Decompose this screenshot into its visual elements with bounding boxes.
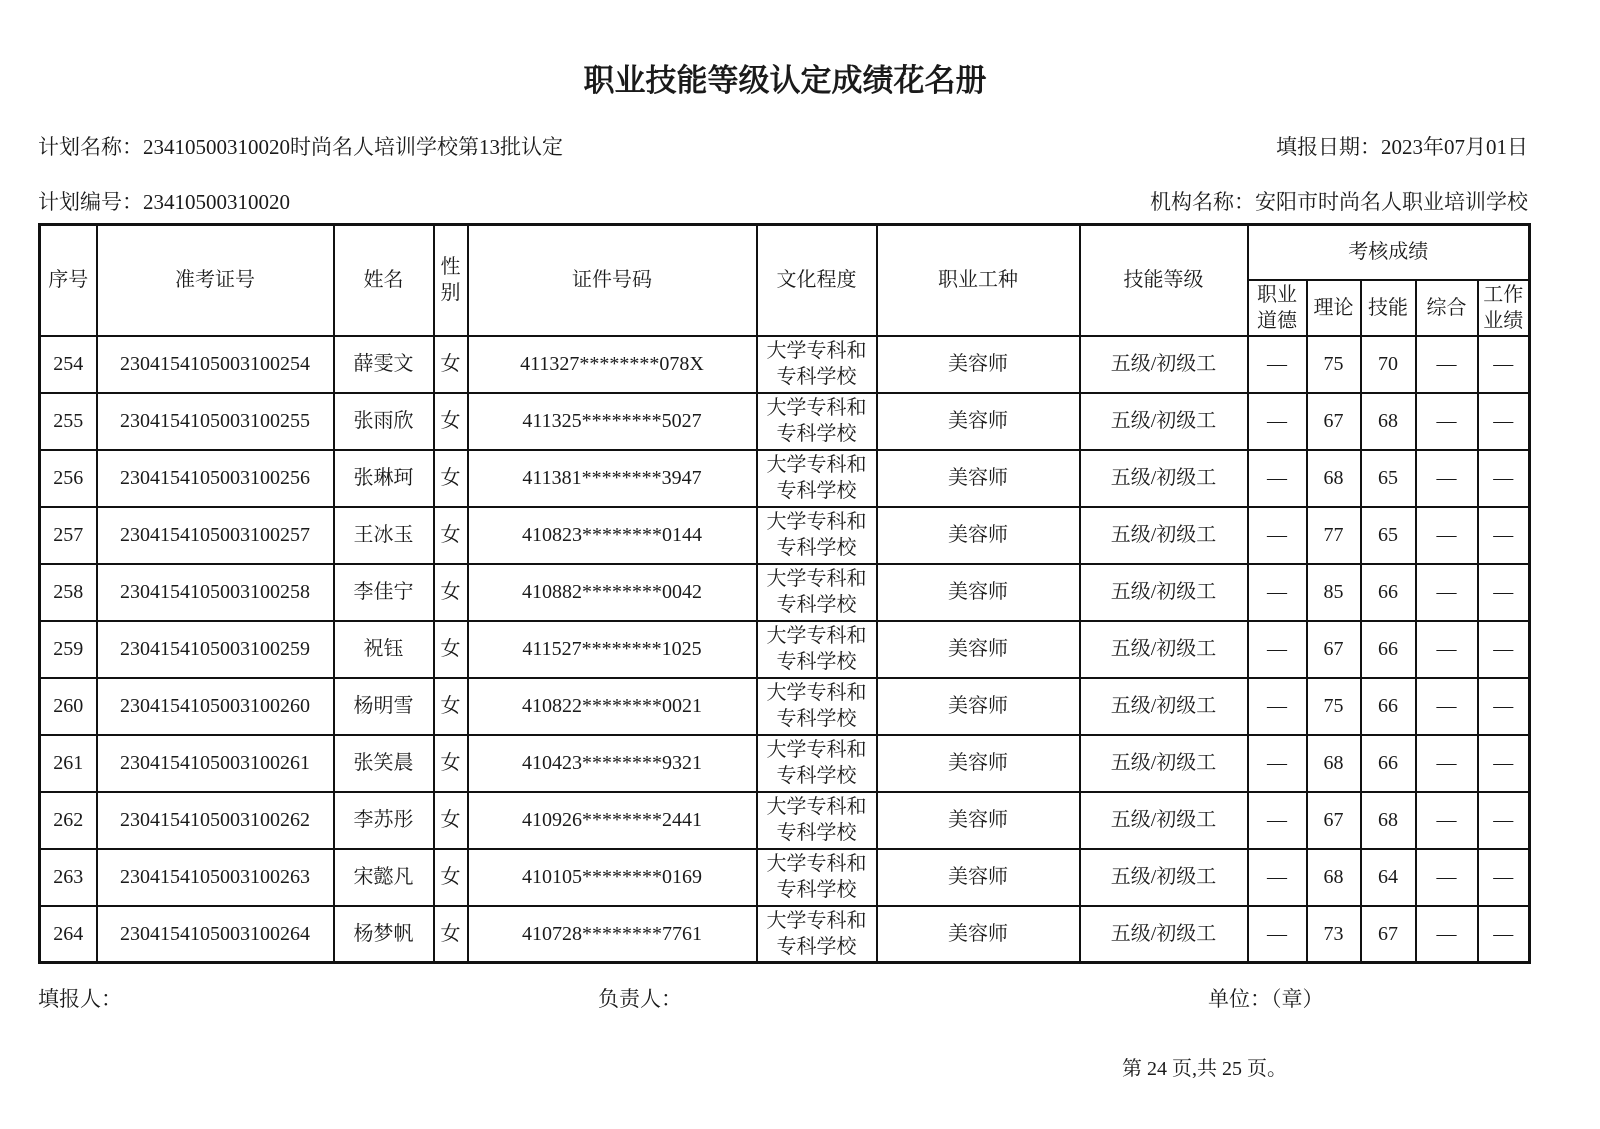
cell-exam-no: 2304154105003100257 [97,507,334,564]
cell-education: 大学专科和专科学校 [757,621,877,678]
cell-work: — [1478,450,1530,507]
cell-education: 大学专科和专科学校 [757,735,877,792]
table-row [40,621,1530,678]
cell-seq: 256 [40,450,97,507]
cell-gender: 女 [434,735,468,792]
cell-education: 大学专科和专科学校 [757,792,877,849]
cell-ethics: — [1248,792,1307,849]
col-header-seq: 序号 [40,225,97,336]
cell-name: 王冰玉 [334,507,434,564]
cell-id-no: 410105********0169 [468,849,757,906]
cell-id-no: 410882********0042 [468,564,757,621]
cell-skill: 68 [1361,393,1416,450]
cell-name: 宋懿凡 [334,849,434,906]
cell-comprehensive: — [1416,450,1478,507]
table-row [40,450,1530,507]
cell-id-no: 410822********0021 [468,678,757,735]
cell-theory: 85 [1307,564,1361,621]
col-header-occupation: 职业工种 [877,225,1080,336]
plan-name-value: 23410500310020时尚名人培训学校第13批认定 [143,135,563,159]
cell-gender: 女 [434,906,468,963]
cell-occupation: 美容师 [877,393,1080,450]
cell-education: 大学专科和专科学校 [757,678,877,735]
cell-exam-no: 2304154105003100260 [97,678,334,735]
cell-theory: 77 [1307,507,1361,564]
cell-education: 大学专科和专科学校 [757,849,877,906]
cell-comprehensive: — [1416,735,1478,792]
cell-occupation: 美容师 [877,792,1080,849]
plan-code-label: 计划编号： [38,190,143,214]
cell-name: 祝钰 [334,621,434,678]
org-name-label: 机构名称： [1150,190,1255,214]
meta-row-1 [38,131,1528,161]
cell-level: 五级/初级工 [1080,336,1248,393]
cell-skill: 64 [1361,849,1416,906]
cell-comprehensive: — [1416,792,1478,849]
table-body [40,336,1530,963]
cell-skill: 67 [1361,906,1416,963]
cell-work: — [1478,678,1530,735]
table-row [40,678,1530,735]
cell-name: 李苏彤 [334,792,434,849]
cell-occupation: 美容师 [877,507,1080,564]
cell-education: 大学专科和专科学校 [757,336,877,393]
cell-level: 五级/初级工 [1080,849,1248,906]
cell-education: 大学专科和专科学校 [757,507,877,564]
page-info: 第 24 页,共 25 页。 [1122,1058,1287,1080]
cell-work: — [1478,621,1530,678]
cell-gender: 女 [434,450,468,507]
cell-name: 李佳宁 [334,564,434,621]
cell-ethics: — [1248,849,1307,906]
manager-label: 负责人： [598,987,682,1011]
col-header-id-no: 证件号码 [468,225,757,336]
cell-level: 五级/初级工 [1080,792,1248,849]
cell-gender: 女 [434,507,468,564]
cell-theory: 75 [1307,336,1361,393]
cell-id-no: 411527********1025 [468,621,757,678]
cell-id-no: 410926********2441 [468,792,757,849]
col-header-work: 工作业绩 [1478,280,1530,336]
cell-seq: 254 [40,336,97,393]
table-row [40,849,1530,906]
cell-gender: 女 [434,564,468,621]
cell-name: 薛雯文 [334,336,434,393]
cell-work: — [1478,507,1530,564]
report-date-value: 2023年07月01日 [1381,135,1528,159]
col-header-level: 技能等级 [1080,225,1248,336]
cell-level: 五级/初级工 [1080,564,1248,621]
cell-work: — [1478,393,1530,450]
col-header-comprehensive: 综合 [1416,280,1478,336]
cell-work: — [1478,336,1530,393]
cell-id-no: 410823********0144 [468,507,757,564]
cell-work: — [1478,564,1530,621]
cell-education: 大学专科和专科学校 [757,450,877,507]
cell-education: 大学专科和专科学校 [757,564,877,621]
cell-exam-no: 2304154105003100254 [97,336,334,393]
col-header-name: 姓名 [334,225,434,336]
cell-theory: 67 [1307,393,1361,450]
cell-work: — [1478,792,1530,849]
cell-exam-no: 2304154105003100259 [97,621,334,678]
report-date [1276,131,1528,161]
cell-ethics: — [1248,906,1307,963]
table-row [40,792,1530,849]
cell-level: 五级/初级工 [1080,450,1248,507]
cell-seq: 260 [40,678,97,735]
cell-gender: 女 [434,621,468,678]
table-row [40,393,1530,450]
cell-seq: 258 [40,564,97,621]
cell-theory: 68 [1307,735,1361,792]
cell-seq: 255 [40,393,97,450]
cell-seq: 262 [40,792,97,849]
cell-education: 大学专科和专科学校 [757,906,877,963]
table-row [40,906,1530,963]
col-header-education: 文化程度 [757,225,877,336]
cell-skill: 66 [1361,678,1416,735]
cell-name: 张笑晨 [334,735,434,792]
col-header-theory: 理论 [1307,280,1361,336]
meta-row-2 [38,186,1528,216]
cell-name: 杨梦帆 [334,906,434,963]
unit-label: 单位：（章） [1208,987,1324,1011]
page-title: 职业技能等级认定成绩花名册 [583,63,987,98]
plan-code-value: 23410500310020 [143,190,290,214]
cell-level: 五级/初级工 [1080,906,1248,963]
cell-name: 张雨欣 [334,393,434,450]
org-name-value: 安阳市时尚名人职业培训学校 [1255,190,1528,214]
cell-ethics: — [1248,336,1307,393]
col-header-exam-no: 准考证号 [97,225,334,336]
cell-comprehensive: — [1416,393,1478,450]
cell-seq: 261 [40,735,97,792]
cell-level: 五级/初级工 [1080,393,1248,450]
cell-skill: 70 [1361,336,1416,393]
cell-ethics: — [1248,564,1307,621]
cell-level: 五级/初级工 [1080,507,1248,564]
header-row-main [40,225,1530,280]
cell-id-no: 410728********7761 [468,906,757,963]
table-row [40,507,1530,564]
cell-theory: 67 [1307,792,1361,849]
cell-work: — [1478,735,1530,792]
cell-comprehensive: — [1416,564,1478,621]
cell-skill: 65 [1361,450,1416,507]
cell-skill: 68 [1361,792,1416,849]
cell-name: 张琳珂 [334,450,434,507]
cell-gender: 女 [434,849,468,906]
cell-skill: 66 [1361,621,1416,678]
cell-gender: 女 [434,792,468,849]
cell-ethics: — [1248,450,1307,507]
col-header-score-group: 考核成绩 [1248,225,1530,280]
cell-theory: 67 [1307,621,1361,678]
cell-skill: 65 [1361,507,1416,564]
cell-ethics: — [1248,621,1307,678]
table-row [40,336,1530,393]
cell-occupation: 美容师 [877,336,1080,393]
cell-comprehensive: — [1416,906,1478,963]
cell-comprehensive: — [1416,849,1478,906]
cell-theory: 68 [1307,849,1361,906]
cell-id-no: 411325********5027 [468,393,757,450]
cell-exam-no: 2304154105003100255 [97,393,334,450]
cell-ethics: — [1248,678,1307,735]
plan-name [38,131,563,161]
cell-exam-no: 2304154105003100258 [97,564,334,621]
cell-gender: 女 [434,678,468,735]
cell-id-no: 411327********078X [468,336,757,393]
org-name [1150,186,1528,216]
cell-occupation: 美容师 [877,564,1080,621]
cell-occupation: 美容师 [877,735,1080,792]
cell-occupation: 美容师 [877,621,1080,678]
cell-theory: 75 [1307,678,1361,735]
cell-gender: 女 [434,393,468,450]
cell-level: 五级/初级工 [1080,678,1248,735]
cell-id-no: 411381********3947 [468,450,757,507]
table-row [40,564,1530,621]
cell-ethics: — [1248,393,1307,450]
cell-seq: 259 [40,621,97,678]
cell-exam-no: 2304154105003100264 [97,906,334,963]
cell-exam-no: 2304154105003100261 [97,735,334,792]
cell-theory: 73 [1307,906,1361,963]
cell-occupation: 美容师 [877,906,1080,963]
score-roster-table [38,223,1531,964]
cell-occupation: 美容师 [877,450,1080,507]
table-row [40,735,1530,792]
cell-seq: 264 [40,906,97,963]
cell-exam-no: 2304154105003100262 [97,792,334,849]
report-date-label: 填报日期： [1276,135,1381,159]
cell-occupation: 美容师 [877,678,1080,735]
cell-id-no: 410423********9321 [468,735,757,792]
cell-level: 五级/初级工 [1080,735,1248,792]
col-header-ethics: 职业道德 [1248,280,1307,336]
col-header-gender: 性别 [434,225,468,336]
cell-gender: 女 [434,336,468,393]
cell-seq: 263 [40,849,97,906]
cell-skill: 66 [1361,564,1416,621]
cell-name: 杨明雪 [334,678,434,735]
col-header-skill: 技能 [1361,280,1416,336]
cell-skill: 66 [1361,735,1416,792]
cell-comprehensive: — [1416,507,1478,564]
cell-exam-no: 2304154105003100263 [97,849,334,906]
cell-work: — [1478,906,1530,963]
table-header [40,225,1530,336]
cell-seq: 257 [40,507,97,564]
cell-occupation: 美容师 [877,849,1080,906]
cell-ethics: — [1248,735,1307,792]
cell-work: — [1478,849,1530,906]
cell-education: 大学专科和专科学校 [757,393,877,450]
filler-label: 填报人： [38,987,122,1011]
cell-comprehensive: — [1416,621,1478,678]
plan-code [38,186,290,216]
cell-comprehensive: — [1416,336,1478,393]
cell-ethics: — [1248,507,1307,564]
cell-theory: 68 [1307,450,1361,507]
cell-comprehensive: — [1416,678,1478,735]
plan-name-label: 计划名称： [38,135,143,159]
cell-exam-no: 2304154105003100256 [97,450,334,507]
cell-level: 五级/初级工 [1080,621,1248,678]
